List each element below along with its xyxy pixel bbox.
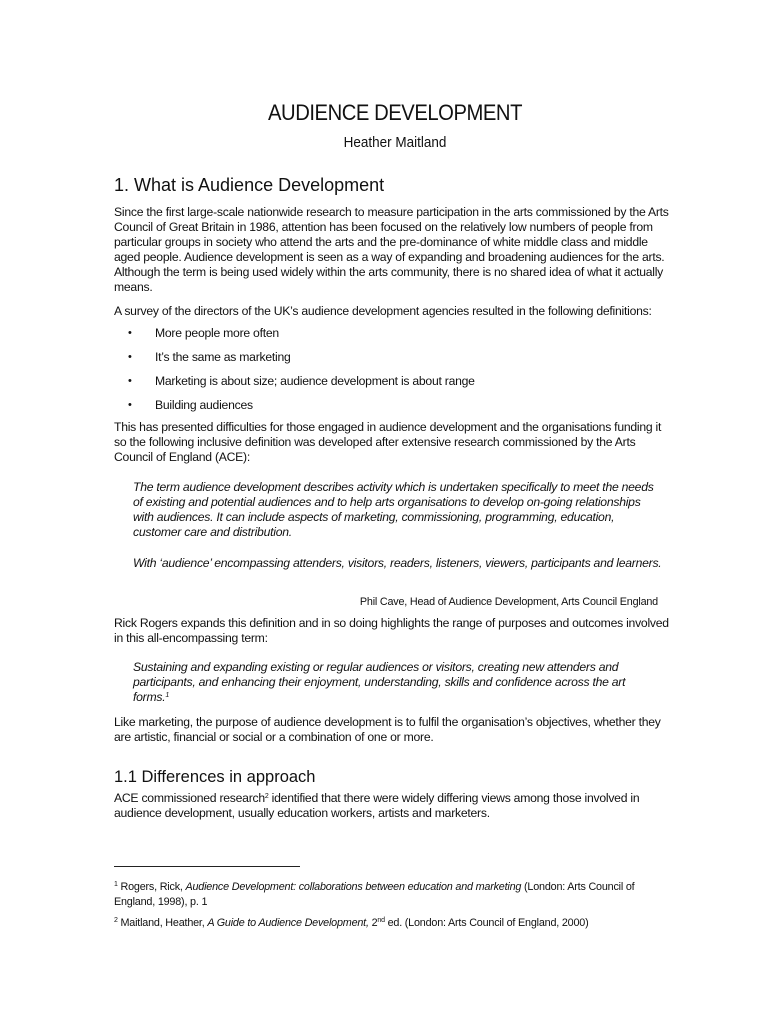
list-item-text: Building audiences: [155, 398, 253, 412]
footnote-1: [114, 880, 674, 910]
paragraph-purpose: Like marketing, the purpose of audience development is to fulfil the organisation’s objectives, whether they are artistic, financial or social or a combination of one or more.: [114, 715, 661, 744]
footnote-ref: 2: [264, 793, 269, 800]
paragraph-approach-start: ACE commissioned research: [114, 791, 265, 805]
bullet-icon: •: [128, 399, 132, 411]
footnote-ref: 1: [165, 692, 170, 699]
paragraph-difficulties: This has presented difficulties for those engaged in audience development and the organisations funding it so the following inclusive definition was developed after extensive research commissioned by the Arts Council of England (ACE):: [114, 420, 662, 464]
footnote-text: ed. (London: Arts Council of England, 2000): [384, 917, 589, 929]
quote-rogers: [133, 660, 663, 705]
quote-ace-audience: With ‘audience’ encompassing attenders, visitors, readers, listeners, viewers, participants and learners.: [133, 556, 662, 570]
section-heading-1: 1. What is Audience Development: [114, 175, 385, 195]
paragraph-intro: Since the first large-scale nationwide research to measure participation in the arts commissioned by the Arts Council of Great Britain in 1986, attention has been focused on the relatively low numbers of people from particular groups in society who attend the arts and the pre-dominance of white middle class and middle aged people. Audience development is seen as a way of expanding and broadening audiences for the arts. Although the term is being used widely within the arts community, there is no shared idea of what it actually means.: [114, 205, 669, 294]
paragraph-rogers: Rick Rogers expands this definition and in so doing highlights the range of purposes and outcomes involved in this all-encompassing term:: [114, 616, 669, 645]
bullet-icon: •: [128, 351, 132, 363]
footnote-title: Audience Development: collaborations between education and marketing: [185, 881, 522, 893]
footnote-text: Rogers, Rick,: [117, 881, 186, 893]
bullet-icon: •: [128, 375, 132, 387]
footnote-title: A Guide to Audience Development,: [207, 917, 369, 929]
footnote-mark: 1: [114, 881, 118, 888]
quote-ace-definition: The term audience development describes activity which is undertaken specifically to meet the needs of existing and potential audiences and to help arts organisations to develop on-going relationships with audiences. It can include aspects of marketing, commissioning, programming, education, customer care and distribution.: [133, 480, 654, 539]
paragraph-approach-end: identified that there were widely differing views among those involved in audience development, usually education workers, artists and marketers.: [114, 791, 640, 820]
document-author: Heather Maitland: [343, 135, 447, 151]
footnote-text: 2: [368, 917, 378, 929]
document-title: AUDIENCE DEVELOPMENT: [268, 100, 522, 125]
footnote-mark: 2: [114, 917, 118, 924]
footnote-text: (London: Arts Council of England, 1998), p. 1: [114, 881, 635, 908]
quote-rogers-text: Sustaining and expanding existing or regular audiences or visitors, creating new attenders and participants, and enhancing their enjoyment, understanding, skills and confidence across the art forms.: [133, 660, 626, 704]
footnote-divider: [114, 866, 300, 867]
list-item-text: It’s the same as marketing: [155, 350, 291, 364]
list-item-text: More people more often: [155, 326, 279, 340]
section-heading-1-1: 1.1 Differences in approach: [114, 768, 316, 786]
paragraph-survey: A survey of the directors of the UK’s audience development agencies resulted in the following definitions:: [114, 304, 652, 318]
quote-attribution: Phil Cave, Head of Audience Development, Arts Council England: [359, 596, 658, 608]
footnote-2: [114, 916, 674, 931]
footnote-edition-suffix: nd: [377, 917, 385, 924]
list-item-text: Marketing is about size; audience development is about range: [155, 374, 475, 388]
footnote-text: Maitland, Heather,: [117, 917, 208, 929]
bullet-icon: •: [128, 327, 132, 339]
paragraph-approach: [114, 791, 674, 821]
